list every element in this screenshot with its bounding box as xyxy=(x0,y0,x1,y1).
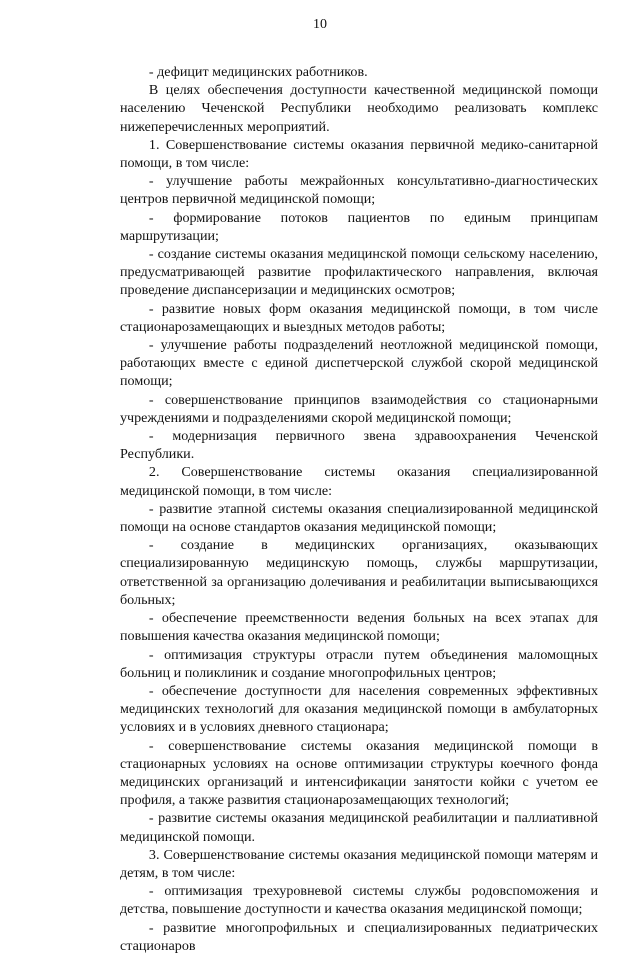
paragraph-7: - развитие новых форм оказания медицинской помощи, в том числе стационарозамещающих и выездных методов работы; xyxy=(120,300,598,335)
paragraph-15: - оптимизация структуры отрасли путем объединения маломощных больниц и поликлиник и создание многопрофильных центров; xyxy=(120,646,598,681)
paragraph-17: - совершенствование системы оказания медицинской помощи в стационарных условиях на основе оптимизации структуры коечного фонда медицинских организаций и интенсификации занятости койки с учетом ее профиля, а также развития стационарозамещающих технологий; xyxy=(120,737,598,809)
paragraph-3: 1. Совершенствование системы оказания первичной медико-санитарной помощи, в том числе: xyxy=(120,136,598,172)
paragraph-21: - развитие многопрофильных и специализированных педиатрических стационаров xyxy=(120,919,598,954)
paragraph-5: - формирование потоков пациентов по единым принципам маршрутизации; xyxy=(120,209,598,244)
paragraph-2: В целях обеспечения доступности качественной медицинской помощи населению Чеченской Республики необходимо реализовать комплекс нижеперечисленных мероприятий. xyxy=(120,82,598,135)
paragraph-16: - обеспечение доступности для населения современных эффективных медицинских технологий для оказания медицинской помощи в амбулаторных условиях и в условиях дневного стационара; xyxy=(120,682,598,736)
paragraph-6: - создание системы оказания медицинской помощи сельскому населению, предусматривающей развитие профилактического направления, включая проведение диспансеризации и медицинских осмотров; xyxy=(120,246,598,299)
document-body xyxy=(120,63,598,955)
paragraph-11: 2. Совершенствование системы оказания специализированной медицинской помощи, в том числе: xyxy=(120,464,598,499)
paragraph-4: - улучшение работы межрайонных консультативно-диагностических центров первичной медицинской помощи; xyxy=(120,173,598,208)
paragraph-1: - дефицит медицинских работников. xyxy=(148,64,368,80)
paragraph-9: - совершенствование принципов взаимодействия со стационарными учреждениями и подразделениями скорой медицинской помощи; xyxy=(120,391,598,426)
paragraph-12: - развитие этапной системы оказания специализированной медицинской помощи на основе стандартов оказания медицинской помощи; xyxy=(120,500,598,536)
paragraph-14: - обеспечение преемственности ведения больных на всех этапах для повышения качества оказания медицинской помощи; xyxy=(120,610,598,645)
paragraph-8: - улучшение работы подразделений неотложной медицинской помощи, работающих вместе с единой диспетчерской службой скорой медицинской помощи; xyxy=(120,337,598,390)
paragraph-19: 3. Совершенствование системы оказания медицинской помощи матерям и детям, в том числе: xyxy=(120,846,598,881)
paragraph-10: - модернизация первичного звена здравоохранения Чеченской Республики. xyxy=(120,428,598,463)
paragraph-13: - создание в медицинских организациях, оказывающих специализированную медицинскую помощь, службы маршрутизации, ответственной за организацию долечивания и реабилитации выписывающихся больных; xyxy=(120,537,598,608)
paragraph-18: - развитие системы оказания медицинской реабилитации и паллиативной медицинской помощи. xyxy=(120,810,598,845)
paragraph-20: - оптимизация трехуровневой системы службы родовспоможения и детства, повышение доступности и качества оказания медицинской помощи; xyxy=(120,883,598,918)
page-number: 10 xyxy=(313,17,327,32)
